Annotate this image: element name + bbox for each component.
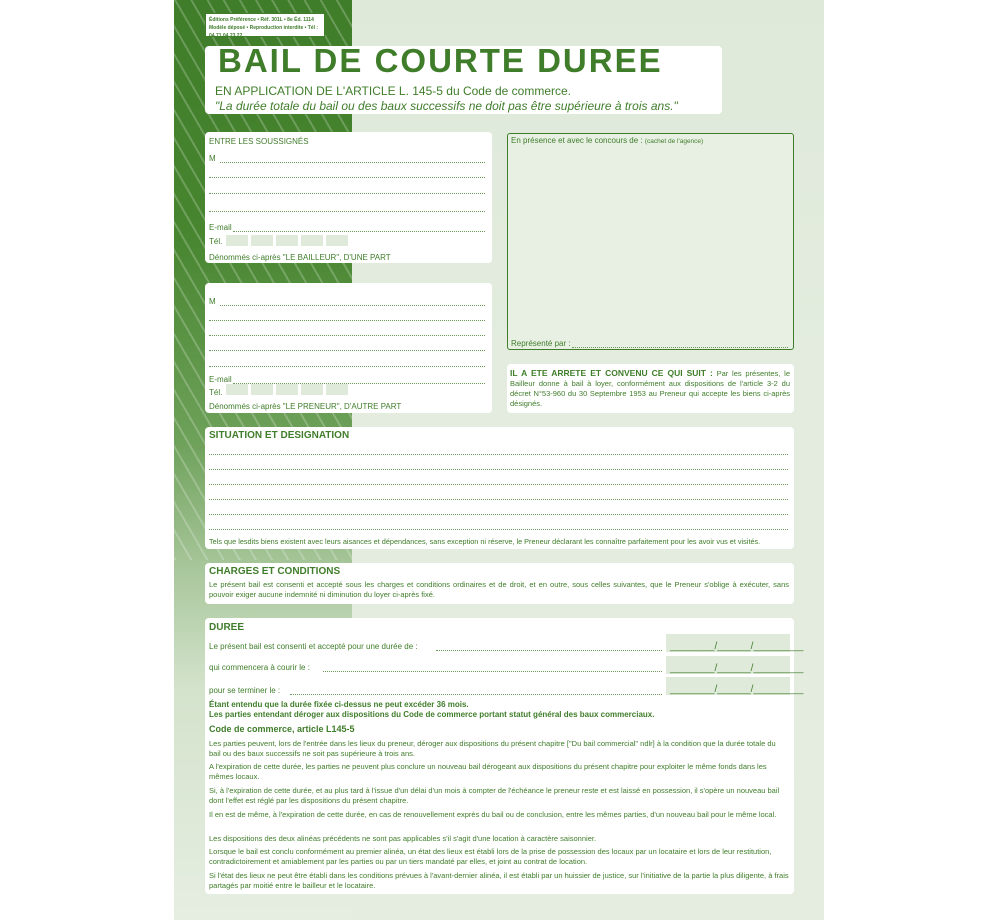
publisher-line-2: Modèle déposé • Reproduction interdite • Tél : 04 71 04 23 22 xyxy=(209,25,319,39)
duree-date-3-sep-2: / xyxy=(750,684,754,695)
duree-length-field[interactable] xyxy=(436,650,662,651)
code-heading: Code de commerce, article L145-5 xyxy=(209,724,355,734)
preneur-address-line-1[interactable] xyxy=(209,320,485,321)
page-quote: "La durée totale du bail ou des baux successifs ne doit pas être supérieure à trois ans." xyxy=(215,99,678,113)
duree-heading: DUREE xyxy=(209,622,245,633)
agency-represente-label: Représenté par : xyxy=(511,339,571,348)
bailleur-tel-box-5[interactable] xyxy=(326,235,348,246)
bailleur-tel-box-3[interactable] xyxy=(276,235,298,246)
code-paragraph-3: Si, à l'expiration de cette durée, et au plus tard à l'issue d'un délai d'un mois à compter de l'échéance le preneur reste et est laissé en possession, il s'opère un nouveau bail dont l'effet est réglé par les dispositions du présent chapitre. xyxy=(209,786,780,805)
agency-cachet-text: (cachet de l'agence) xyxy=(644,138,704,145)
duree-date-1-day: ________ xyxy=(670,641,715,652)
page-subtitle: EN APPLICATION DE L'ARTICLE L. 145-5 du Code de commerce. xyxy=(215,84,571,98)
bailleur-box xyxy=(205,132,492,263)
bailleur-tel-box-2[interactable] xyxy=(251,235,273,246)
duree-note-1: Étant entendu que la durée fixée ci-dessus ne peut excéder 36 mois. xyxy=(209,700,469,709)
page-title: BAIL DE COURTE DUREE xyxy=(218,42,663,79)
bailleur-address-line-3[interactable] xyxy=(209,211,485,212)
bailleur-tel-box-4[interactable] xyxy=(301,235,323,246)
code-paragraph-6: Lorsque le bail est conclu conformément au premier alinéa, un état des lieux est établi lors de la prise de possession des locaux par un locataire et lors de leur restitution, contradictoirement et amiablement par les parties ou par un tiers mandaté par elles, et joint au contrat de location. xyxy=(209,847,772,866)
parties-heading: ENTRE LES SOUSSIGNÉS xyxy=(209,137,309,146)
duree-date-1[interactable] xyxy=(666,634,804,652)
bailleur-name-field[interactable] xyxy=(220,162,485,163)
preneur-box xyxy=(205,283,492,413)
bailleur-designation: Dénommés ci-après "LE BAILLEUR", D'UNE PART xyxy=(209,253,391,262)
preneur-tel-box-3[interactable] xyxy=(276,384,298,395)
arrete-heading: IL A ETE ARRETE ET CONVENU CE QUI SUIT : xyxy=(510,368,713,378)
situation-line-5[interactable] xyxy=(209,514,788,515)
agency-label xyxy=(511,136,703,145)
situation-box xyxy=(205,427,794,549)
preneur-name-field[interactable] xyxy=(220,305,485,306)
bailleur-email-field[interactable] xyxy=(233,231,485,232)
charges-heading: CHARGES ET CONDITIONS xyxy=(209,566,341,577)
duree-date-3-year: _________ xyxy=(753,684,804,695)
duree-date-3-month: ______ xyxy=(717,684,751,695)
situation-line-1[interactable] xyxy=(209,454,788,455)
arrete-text: Par les présentes, le Bailleur donne à bail à loyer, conformément aux dispositions de l'article 3-2 du décret N°53-960 du 30 Septembre 1953 au Preneur qui accepte les biens ci-après désignés. xyxy=(510,369,790,408)
preneur-m-label: M xyxy=(209,297,216,306)
duree-line3-label: pour se terminer le : xyxy=(209,686,281,695)
code-paragraph-2: A l'expiration de cette durée, les parties ne peuvent plus conclure un nouveau bail dérogeant aux dispositions du présent chapitre pour exploiter le même fonds dans les mêmes locaux. xyxy=(209,762,767,781)
duree-date-1-sep-2: / xyxy=(750,641,754,652)
duree-end-field[interactable] xyxy=(290,694,662,695)
preneur-tel-label: Tél. xyxy=(209,388,223,397)
duree-date-2-sep-1: / xyxy=(714,663,718,674)
duree-date-1-sep-1: / xyxy=(714,641,718,652)
arrete-paragraph xyxy=(510,368,790,409)
duree-date-2[interactable] xyxy=(666,656,804,674)
bailleur-address-line-2[interactable] xyxy=(209,193,485,194)
preneur-email-label: E-mail xyxy=(209,375,232,384)
situation-line-3[interactable] xyxy=(209,484,788,485)
preneur-tel-box-5[interactable] xyxy=(326,384,348,395)
code-paragraph-5: Les dispositions des deux alinéas précédents ne sont pas applicables s'il s'agit d'une location à caractère saisonnier. xyxy=(209,834,597,843)
duree-line1-label: Le présent bail est consenti et accepté pour une durée de : xyxy=(209,642,418,651)
preneur-address-line-4[interactable] xyxy=(209,366,485,367)
bailleur-address-line-1[interactable] xyxy=(209,177,485,178)
situation-footer: Tels que lesdits biens existent avec leurs aisances et dépendances, sans exception ni réserve, le Preneur déclarant les connaître parfaitement pour les avoir vus et visités. xyxy=(209,537,761,546)
agency-box[interactable] xyxy=(507,133,794,350)
bailleur-tel-box-1[interactable] xyxy=(226,235,248,246)
duree-date-1-month: ______ xyxy=(717,641,751,652)
agency-label-text: En présence et avec le concours de : xyxy=(511,136,643,145)
duree-start-field[interactable] xyxy=(323,671,662,672)
situation-line-6[interactable] xyxy=(209,529,788,530)
duree-line2-label: qui commencera à courir le : xyxy=(209,663,310,672)
publisher-line-1: Éditions Préférence • Réf. 301L • 8e Éd. 1114 xyxy=(209,17,314,23)
duree-date-2-sep-2: / xyxy=(750,663,754,674)
bailleur-m-label: M xyxy=(209,154,216,163)
situation-line-2[interactable] xyxy=(209,469,788,470)
code-paragraph-1: Les parties peuvent, lors de l'entrée dans les lieux du preneur, déroger aux dispositions du présent chapitre ["Du bail commercial" ndlr] à la condition que la durée totale du bail ou des baux successifs ne soit pas supérieure à trois ans. xyxy=(209,739,776,758)
preneur-address-line-2[interactable] xyxy=(209,335,485,336)
preneur-address-line-3[interactable] xyxy=(209,350,485,351)
duree-date-1-year: _________ xyxy=(753,641,804,652)
preneur-tel-box-4[interactable] xyxy=(301,384,323,395)
charges-text: Le présent bail est consenti et accepté sous les charges et conditions ordinaires et de droit, et en outre, sous celles suivantes, que le Preneur s'oblige à exécuter, sans pouvoir exiger aucune indemnité ni diminution du loyer ci-après fixé. xyxy=(209,580,789,599)
duree-date-3[interactable] xyxy=(666,677,804,695)
situation-line-4[interactable] xyxy=(209,499,788,500)
publisher-box xyxy=(205,13,325,37)
duree-note-2: Les parties entendant déroger aux dispositions du Code de commerce portant statut général des baux commerciaux. xyxy=(209,710,655,719)
bailleur-tel-label: Tél. xyxy=(209,237,223,246)
code-paragraph-4: Il en est de même, à l'expiration de cette durée, en cas de renouvellement exprès du bail ou de conclusion, entre les mêmes parties, d'un nouveau bail pour le même local. xyxy=(209,810,777,819)
agency-represente-field[interactable] xyxy=(572,347,788,348)
duree-date-2-year: _________ xyxy=(753,663,804,674)
code-paragraph-7: Si l'état des lieux ne peut être établi dans les conditions prévues à l'avant-dernier alinéa, il est établi par un huissier de justice, sur l'initiative de la partie la plus diligente, à frais partagés par moitié entre le bailleur et le locataire. xyxy=(209,871,789,890)
preneur-tel-box-1[interactable] xyxy=(226,384,248,395)
duree-date-2-month: ______ xyxy=(717,663,751,674)
duree-date-2-day: ________ xyxy=(670,663,715,674)
situation-heading: SITUATION ET DESIGNATION xyxy=(209,430,350,441)
preneur-designation: Dénommés ci-après "LE PRENEUR", D'AUTRE PART xyxy=(209,402,402,411)
preneur-tel-box-2[interactable] xyxy=(251,384,273,395)
bailleur-email-label: E-mail xyxy=(209,223,232,232)
duree-date-3-day: ________ xyxy=(670,684,715,695)
duree-date-3-sep-1: / xyxy=(714,684,718,695)
